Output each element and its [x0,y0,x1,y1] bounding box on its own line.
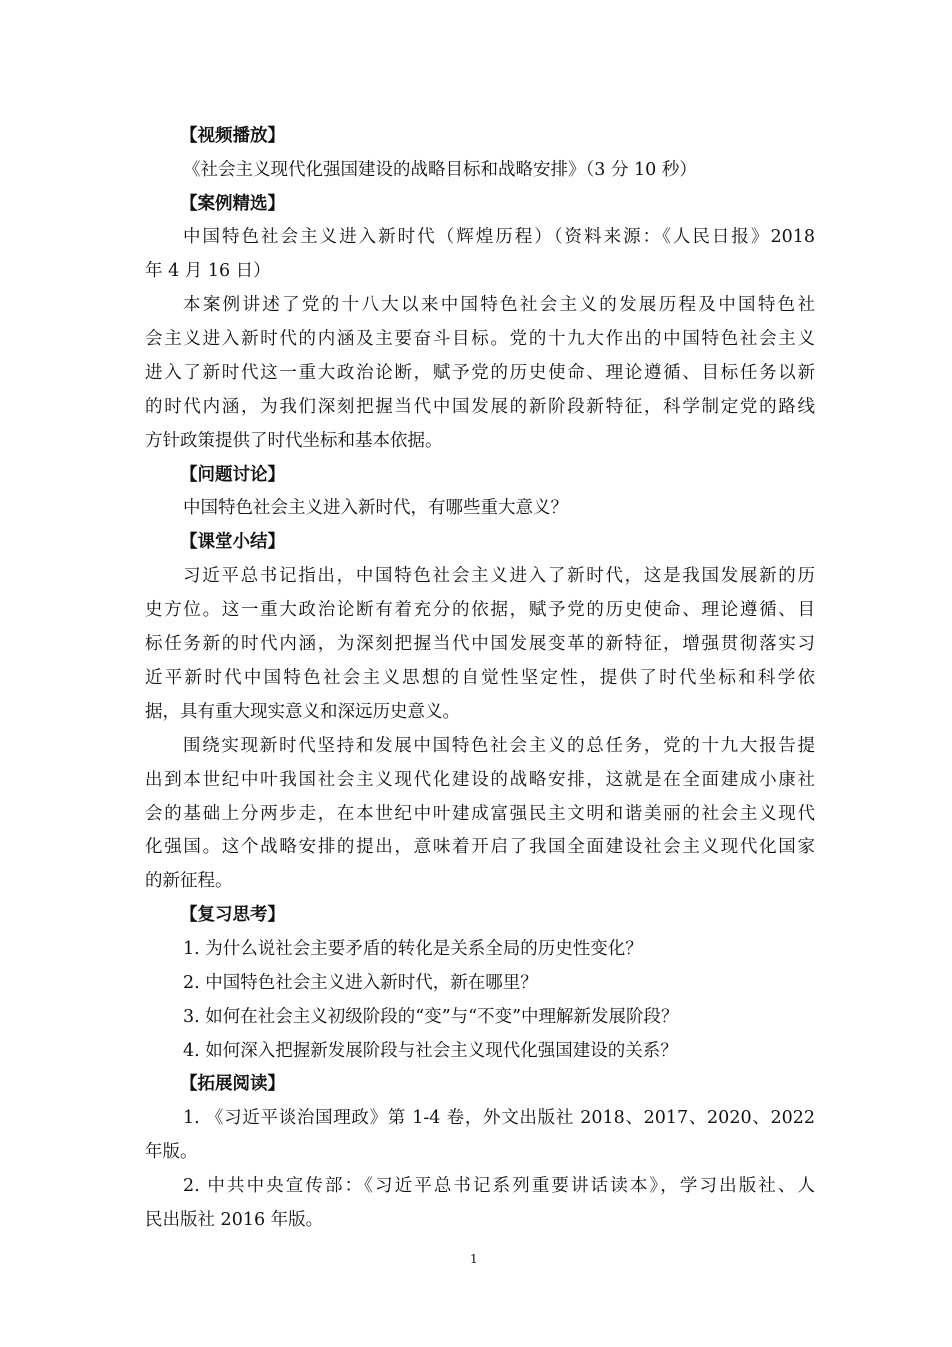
video-title: 《社会主义现代化强国建设的战略目标和战略安排》（3 分 10 秒） [183,160,697,180]
case-source-line-2: 年 4 月 16 日） [145,261,271,281]
heading-review: 【复习思考】 [180,905,285,925]
case-source-line-1: 中国特色社会主义进入新时代（辉煌历程）（资料来源：《人民日报》2018 [183,227,815,247]
heading-video: 【视频播放】 [180,126,285,146]
summary-p2-line-3: 会的基础上分两步走，在本世纪中叶建成富强民主文明和谐美丽的社会主义现代 [145,804,815,824]
case-text-line-5: 方针政策提供了时代坐标和基本依据。 [145,431,443,451]
reading-item-1-line-2: 年版。 [145,1142,198,1162]
summary-p1-line-1: 习近平总书记指出，中国特色社会主义进入了新时代，这是我国发展新的历 [183,566,815,586]
summary-p2-line-2: 出到本世纪中叶我国社会主义现代化建设的战略安排，这就是在全面建成小康社 [145,770,815,790]
heading-case: 【案例精选】 [180,194,285,214]
review-question-3: 3. 如何在社会主义初级阶段的“变”与“不变”中理解新发展阶段？ [183,1007,679,1027]
reading-item-2-line-2: 民出版社 2016 年版。 [145,1210,324,1230]
heading-summary: 【课堂小结】 [180,532,285,552]
review-question-2: 2. 中国特色社会主义进入新时代，新在哪里？ [183,973,538,993]
case-text-line-4: 的时代内涵，为我们深刻把握当代中国发展的新阶段新特征，科学制定党的路线 [145,397,815,417]
reading-item-1-line-1: 1. 《习近平谈治国理政》第 1-4 卷，外文出版社 2018、2017、2020、2022 [183,1108,815,1128]
case-text-line-1: 本案例讲述了党的十八大以来中国特色社会主义的发展历程及中国特色社 [183,295,815,315]
case-text-line-3: 进入了新时代这一重大政治论断，赋予党的历史使命、理论遵循、目标任务以新 [145,363,815,383]
summary-p2-line-4: 化强国。这个战略安排的提出，意味着开启了我国全面建设社会主义现代化国家 [145,837,815,857]
summary-p1-line-2: 史方位。这一重大政治论断有着充分的依据，赋予党的历史使命、理论遵循、目 [145,600,815,620]
page-number: 1 [470,1252,478,1266]
summary-p2-line-1: 围绕实现新时代坚持和发展中国特色社会主义的总任务，党的十九大报告提 [183,736,815,756]
review-question-1: 1. 为什么说社会主要矛盾的转化是关系全局的历史性变化？ [183,939,643,959]
summary-p1-line-5: 据，具有重大现实意义和深远历史意义。 [145,702,460,722]
review-question-4: 4. 如何深入把握新发展阶段与社会主义现代化强国建设的关系？ [183,1041,678,1061]
heading-reading: 【拓展阅读】 [180,1074,285,1094]
discussion-question: 中国特色社会主义进入新时代，有哪些重大意义？ [183,498,568,518]
summary-p1-line-3: 标任务新的时代内涵，为深刻把握当代中国发展变革的新特征，增强贯彻落实习 [145,634,815,654]
reading-item-2-line-1: 2. 中共中央宣传部：《习近平总书记系列重要讲话读本》，学习出版社、人 [183,1176,815,1196]
summary-p1-line-4: 近平新时代中国特色社会主义思想的自觉性坚定性，提供了时代坐标和科学依 [145,668,815,688]
summary-p2-line-5: 的新征程。 [145,871,233,891]
heading-discussion: 【问题讨论】 [180,465,285,485]
case-text-line-2: 会主义进入新时代的内涵及主要奋斗目标。党的十九大作出的中国特色社会主义 [145,329,815,349]
